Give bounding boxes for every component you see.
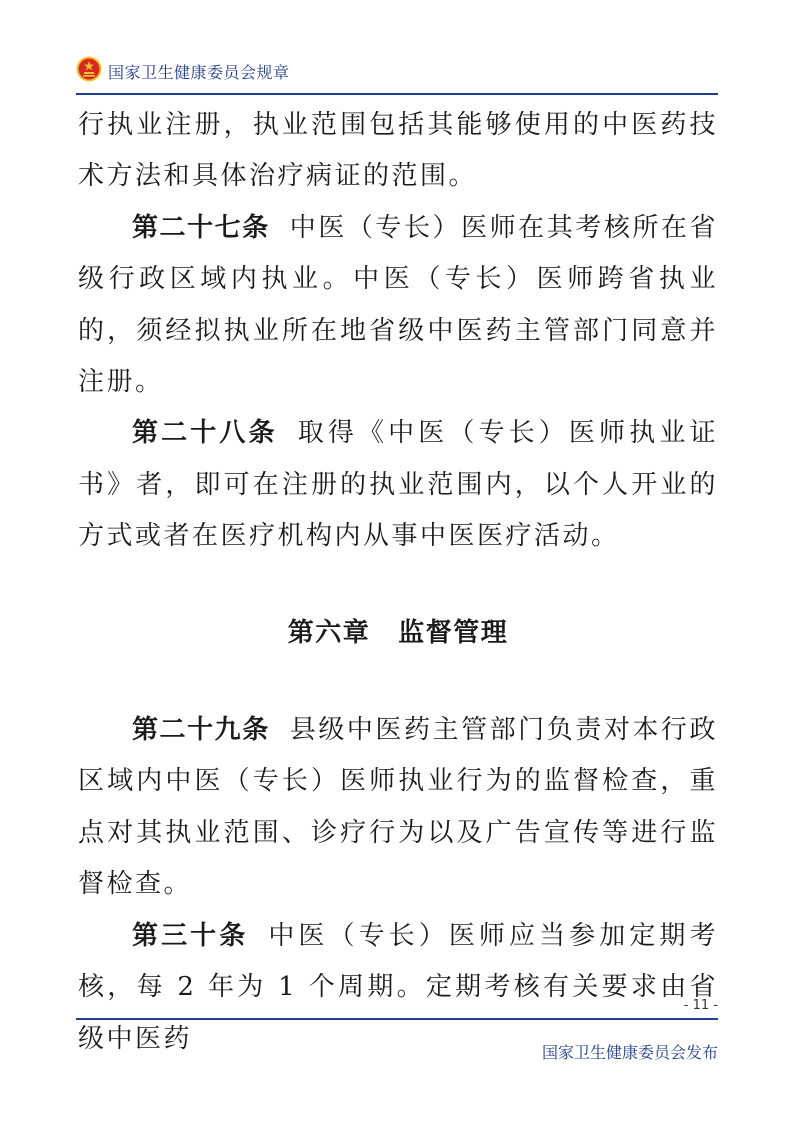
article-paragraph (78, 705, 718, 911)
article-text: 取得《中医（专长）医师执业证书》者，即可在注册的执业范围内，以个人开业的方式或者在医疗机构内从事中医医疗活动。 (78, 418, 718, 552)
article-paragraph (78, 408, 718, 562)
footer-publisher: 国家卫生健康委员会发布 (541, 1043, 718, 1062)
continuation-paragraph: 行执业注册，执业范围包括其能够使用的中医药技术方法和具体治疗病证的范围。 (78, 110, 718, 192)
footer-divider (76, 1018, 718, 1020)
article-title: 第二十八条 (132, 418, 278, 449)
chapter-number: 第六章 (287, 617, 371, 648)
page-header (76, 52, 718, 92)
article-title: 第三十条 (132, 920, 249, 951)
article-title: 第二十七条 (132, 212, 270, 243)
article-paragraph (78, 203, 718, 409)
article-text: 县级中医药主管部门负责对本行政区域内中医（专长）医师执业行为的监督检查，重点对其执业范围、诊疗行为以及广告宣传等进行监督检查。 (78, 715, 718, 900)
page-number: - 11 - (683, 998, 718, 1013)
document-body (78, 100, 718, 1065)
article-text: 中医（专长）医师应当参加定期考核，每 2 年为 1 个周期。定期考核有关要求由省级中医药 (78, 920, 718, 1054)
header-divider (76, 93, 718, 95)
chapter-title: 监督管理 (398, 617, 509, 648)
article-title: 第二十九条 (132, 715, 270, 746)
chapter-heading (78, 608, 718, 659)
header-title: 国家卫生健康委员会规章 (108, 63, 290, 82)
article-text: 中医（专长）医师在其考核所在省级行政区域内执业。中医（专长）医师跨省执业的，须经拟执业所在地省级中医药主管部门同意并注册。 (78, 212, 718, 398)
national-emblem-icon (76, 56, 102, 82)
